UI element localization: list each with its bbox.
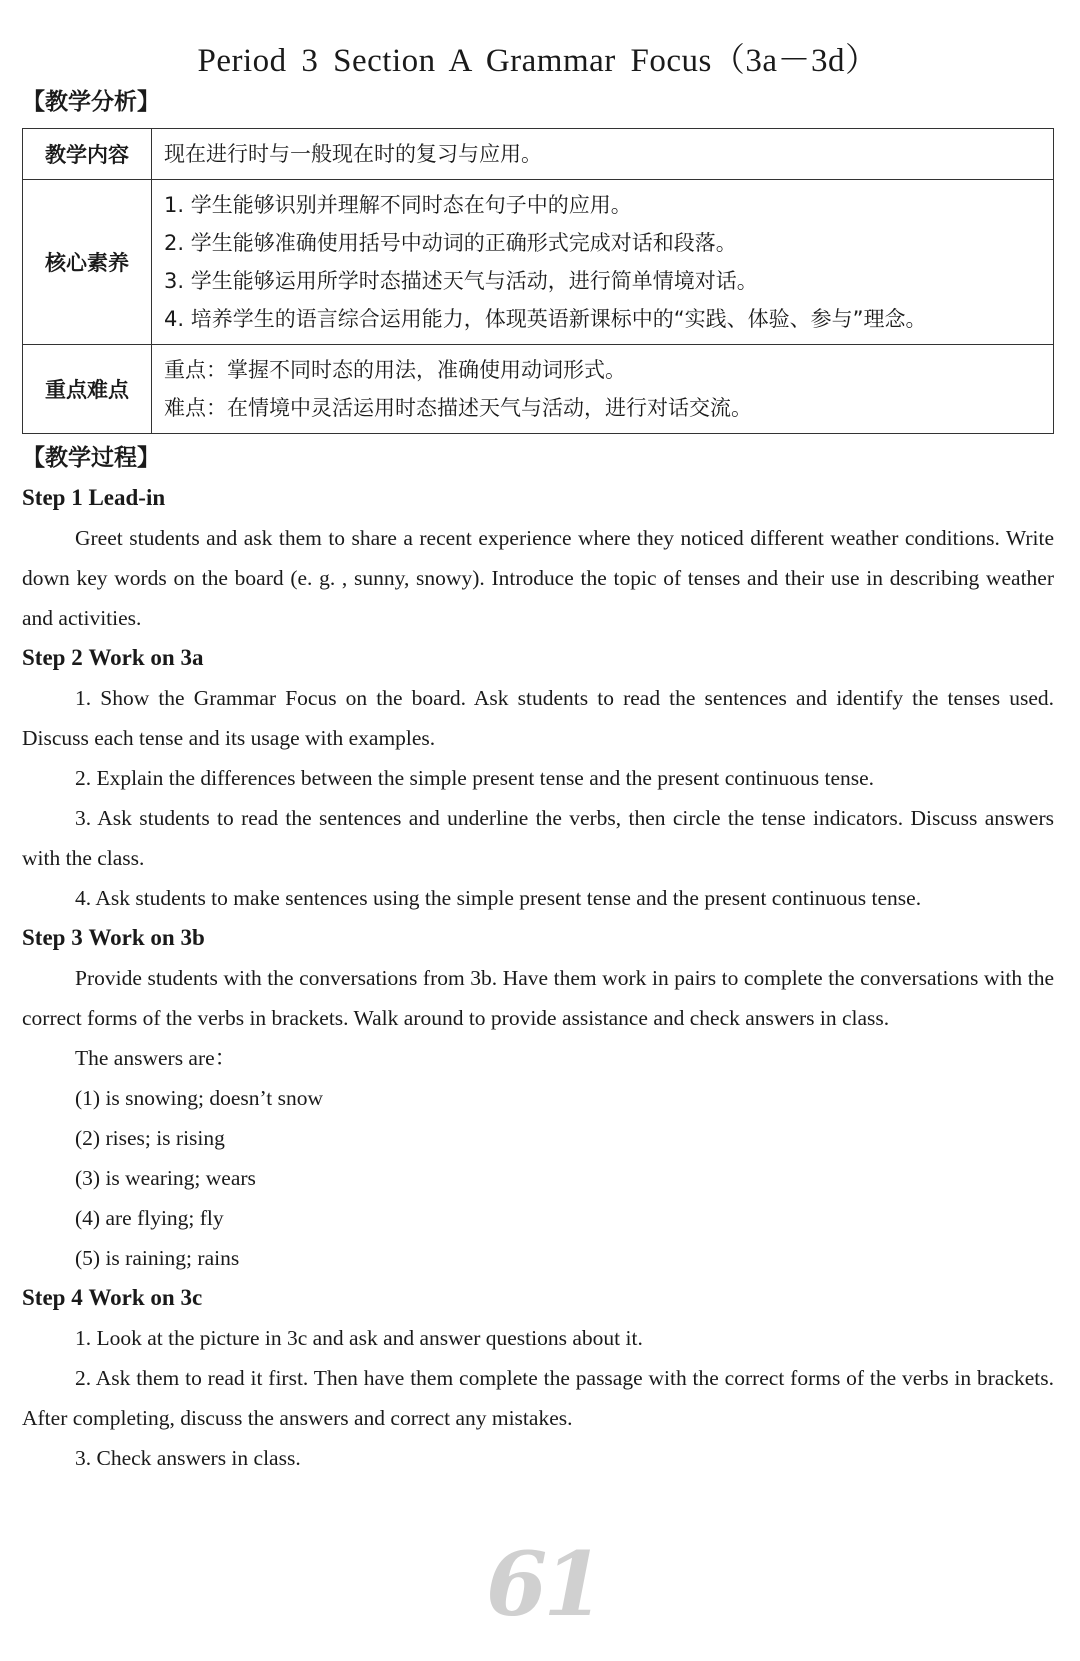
answer-item: (1) is snowing; doesn’t snow [75, 1086, 324, 1110]
paragraph: 2. Ask them to read it first. Then have them complete the passage with the correct forms of the verbs in brackets. After completing, discuss the answers and correct any mistakes. [22, 1366, 1054, 1430]
answers-intro: The answers are： [75, 1046, 237, 1070]
paragraph: Greet students and ask them to share a recent experience where they noticed different weather conditions. Write down key words on the board (e. g. , sunny, snowy). Introduce the topic of tenses and their use in describing weather and activities. [22, 526, 1054, 630]
paragraph: 3. Check answers in class. [75, 1446, 301, 1470]
content-line: 重点：掌握不同时态的用法，准确使用动词形式。 [164, 358, 626, 382]
step-name: Lead-in [88, 485, 166, 510]
content-line: 难点：在情境中灵活运用时态描述天气与活动，进行对话交流。 [164, 396, 752, 420]
page-number: 61 [486, 1532, 601, 1636]
paragraph: 2. Explain the differences between the simple present tense and the present continuous tense. [75, 766, 875, 790]
page-title: Period 3 Section A Grammar Focus（3a－3d） [197, 43, 879, 79]
content-line: 4. 培养学生的语言综合运用能力，体现英语新课标中的“实践、体验、参与”理念。 [164, 307, 927, 331]
step-heading [22, 638, 1054, 678]
paragraph: 1. Look at the picture in 3c and ask and answer questions about it. [75, 1326, 643, 1350]
step-name: Work on 3c [88, 1285, 203, 1310]
step-number: Step 2 [22, 645, 83, 670]
step-heading [22, 918, 1054, 958]
paragraph: 4. Ask students to make sentences using the simple present tense and the present continuous tense. [75, 886, 922, 910]
content-line: 2. 学生能够准确使用括号中动词的正确形式完成对话和段落。 [164, 231, 737, 255]
paragraph: 3. Ask students to read the sentences and underline the verbs, then circle the tense indicators. Discuss answers with the class. [22, 806, 1054, 870]
step-heading [22, 1278, 1054, 1318]
step-name: Work on 3b [88, 925, 205, 950]
answer-item: (3) is wearing; wears [75, 1166, 256, 1190]
answer-item: (4) are flying; fly [75, 1206, 224, 1230]
paragraph: 1. Show the Grammar Focus on the board. Ask students to read the sentences and identify the tenses used. Discuss each tense and its usage with examples. [22, 686, 1054, 750]
content-line: 现在进行时与一般现在时的复习与应用。 [164, 142, 542, 166]
table-row [23, 345, 1054, 434]
step-heading [22, 478, 1054, 518]
row-label: 重点难点 [23, 345, 152, 434]
row-content [152, 129, 1054, 180]
answer-item: (2) rises; is rising [75, 1126, 225, 1150]
table-row [23, 180, 1054, 345]
process-heading: 【教学过程】 [22, 445, 160, 471]
analysis-table [22, 128, 1054, 434]
analysis-heading: 【教学分析】 [22, 89, 160, 115]
answer-item: (5) is raining; rains [75, 1246, 240, 1270]
step-number: Step 4 [22, 1285, 83, 1310]
step-number: Step 1 [22, 485, 83, 510]
content-line: 3. 学生能够运用所学时态描述天气与活动，进行简单情境对话。 [164, 269, 758, 293]
row-label: 教学内容 [23, 129, 152, 180]
step-name: Work on 3a [88, 645, 204, 670]
paragraph: Provide students with the conversations from 3b. Have them work in pairs to complete the conversations with the correct forms of the verbs in brackets. Walk around to provide assistance and check answers in class. [22, 966, 1054, 1030]
document-page [22, 0, 1054, 1478]
row-content [152, 180, 1054, 345]
row-label: 核心素养 [23, 180, 152, 345]
content-line: 1. 学生能够识别并理解不同时态在句子中的应用。 [164, 193, 632, 217]
step-number: Step 3 [22, 925, 83, 950]
row-content [152, 345, 1054, 434]
table-row [23, 129, 1054, 180]
